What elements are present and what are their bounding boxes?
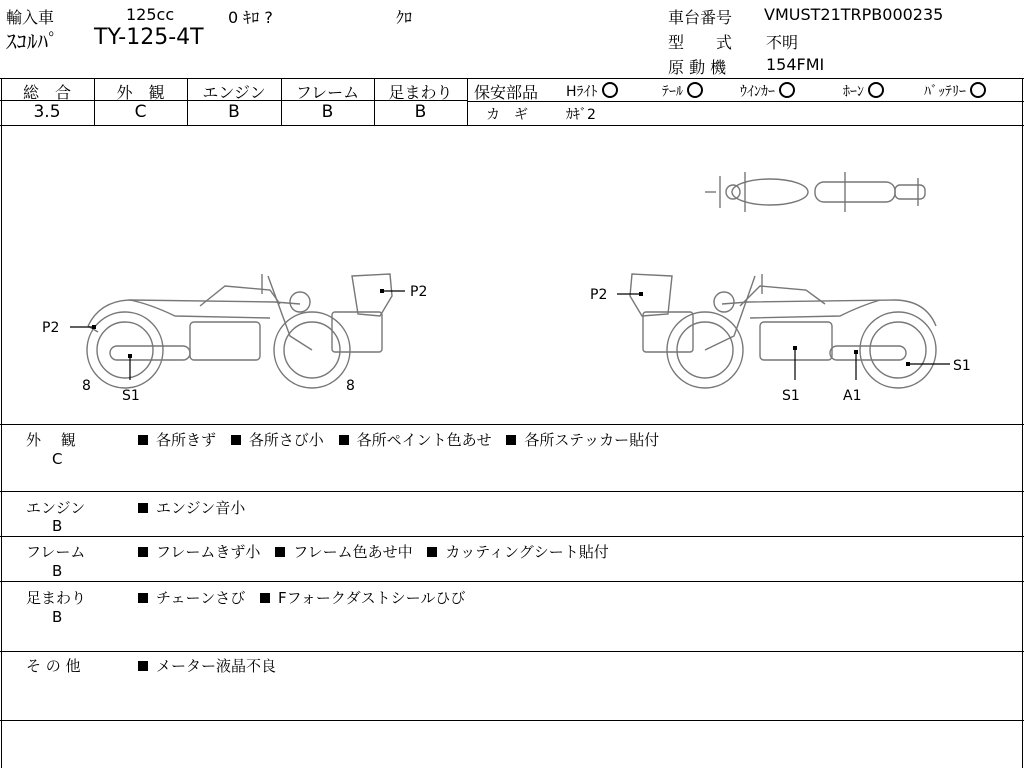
divider [0,491,1024,492]
divider [467,78,468,125]
model-name: ｽｺﾙﾊﾟ [6,30,59,54]
safety-winker [740,81,795,101]
type-label: 型 式 [668,33,733,52]
ok-circle-icon [602,82,618,98]
section-items [138,587,475,608]
section-grade: B [52,517,63,535]
safety-headlight [566,81,618,101]
score-value-frame: B [321,102,334,122]
key-value: ｶｷﾞ2 [566,107,596,123]
defect-item: 各所ペイント色あせ [356,431,492,449]
displacement: 125cc [126,5,175,24]
mark-label: S1 [122,388,140,404]
divider [467,101,1024,102]
section-grade: B [52,562,63,580]
section-items [138,655,286,676]
safety-item-label: Hﾗｲﾄ [566,84,598,100]
mark-label: A1 [843,388,862,404]
frame-no-label: 車台番号 [668,8,733,27]
square-bullet-icon [138,435,148,445]
model-code: TY-125-4T [94,25,204,50]
ok-circle-icon [687,82,703,98]
square-bullet-icon [260,593,270,603]
ok-circle-icon [970,82,986,98]
square-bullet-icon [138,503,148,513]
section-items [138,497,255,518]
import-label: 輸入車 [6,8,55,27]
safety-horn [843,81,884,101]
defect-item: 各所きず [156,431,217,449]
mark-label: S1 [953,358,971,374]
safety-item-label: ﾎｰﾝ [843,84,864,100]
score-header-frame: フレーム [295,83,360,102]
mark-label: P2 [410,284,428,300]
engine-value: 154FMI [766,55,825,74]
score-value-suspension: B [414,102,427,122]
score-value-engine: B [228,102,240,122]
mark-label: 8 [82,378,91,394]
divider [0,651,1024,652]
score-header-total: 総 合 [22,83,71,102]
mark-label: 8 [346,378,355,394]
top-view-bike-icon [705,172,925,212]
score-header-engine: エンジン [202,83,266,102]
left-side-bike-icon [87,274,392,388]
defect-item: カッティングシート貼付 [445,543,609,561]
safety-label: 保安部品 [474,83,539,102]
square-bullet-icon [275,547,285,557]
safety-item-label: ｳｲﾝｶｰ [740,84,775,100]
mileage: 0 ｷﾛ ? [228,8,273,27]
divider [0,581,1024,582]
ok-circle-icon [779,82,795,98]
key-label: カ ギ [486,107,528,123]
defect-item: チェーンさび [156,589,246,607]
defect-item: フレーム色あせ中 [293,543,413,561]
square-bullet-icon [138,661,148,671]
type-value: 不明 [766,33,799,52]
section-title: エンジン [26,499,86,517]
defect-item: 各所ステッカー貼付 [524,431,660,449]
section-title: 足まわり [26,589,87,607]
square-bullet-icon [506,435,516,445]
safety-item-label: ﾃｰﾙ [662,84,683,100]
defect-item: Fフォークダストシールひび [278,589,466,607]
motorcycle-diagram [0,126,1024,424]
square-bullet-icon [231,435,241,445]
right-side-bike-icon [630,274,936,388]
section-grade: C [52,450,63,468]
frame-no: VMUST21TRPB000235 [764,5,944,24]
mark-label: S1 [782,388,800,404]
defect-item: フレームきず小 [156,543,261,561]
mark-label: P2 [590,287,608,303]
section-items [138,541,619,562]
color: ｸﾛ [396,8,413,27]
defect-item: メーター液晶不良 [156,657,277,675]
mark-label: P2 [42,320,60,336]
square-bullet-icon [138,547,148,557]
divider [0,720,1024,721]
section-title: 外 観 [26,431,76,449]
square-bullet-icon [138,593,148,603]
score-header-suspension: 足まわり [388,83,453,102]
square-bullet-icon [339,435,349,445]
ok-circle-icon [868,82,884,98]
safety-tail [662,81,703,101]
divider [0,424,1024,425]
safety-item-label: ﾊﾞｯﾃﾘｰ [924,84,966,100]
defect-item: エンジン音小 [156,499,246,517]
section-title: そ の 他 [26,657,81,675]
section-items [138,429,669,450]
square-bullet-icon [427,547,437,557]
safety-battery [924,81,986,101]
divider [0,536,1024,537]
score-header-exterior: 外 観 [116,83,165,102]
section-grade: B [52,608,63,626]
divider [0,78,1024,79]
score-value-exterior: C [134,102,147,122]
section-title: フレーム [26,543,86,561]
defect-item: 各所さび小 [248,431,324,449]
engine-label: 原 動 機 [668,58,727,77]
score-value-total: 3.5 [33,102,61,122]
